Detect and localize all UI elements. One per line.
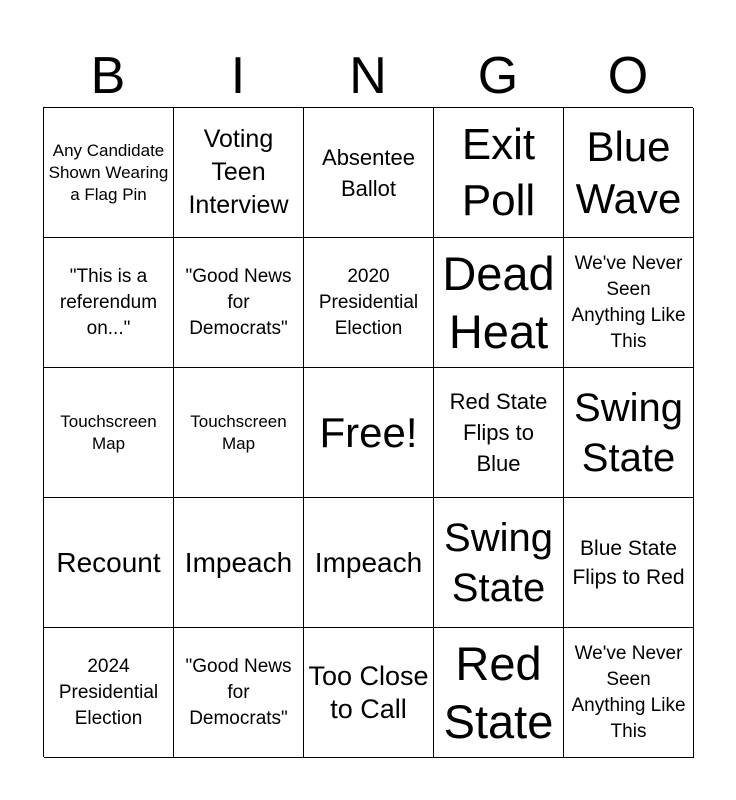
cell-text: "This is a referendum on..." bbox=[59, 265, 158, 339]
bingo-cell-r4c1[interactable] bbox=[44, 498, 174, 628]
cell-text: Impeach bbox=[184, 547, 293, 578]
cell-text: Blue Wave bbox=[575, 122, 682, 222]
cell-text: Blue State Flips to Red bbox=[572, 536, 685, 589]
cell-text: "Good News for Democrats" bbox=[185, 655, 292, 729]
bingo-cell-r3c5[interactable] bbox=[564, 368, 694, 498]
bingo-cell-r5c2[interactable] bbox=[174, 628, 304, 758]
cell-text: Absentee Ballot bbox=[322, 144, 415, 201]
cell-text: 2024 Presidential Election bbox=[58, 655, 159, 729]
bingo-cell-r2c4[interactable] bbox=[434, 238, 564, 368]
cell-text: Impeach bbox=[314, 547, 423, 578]
bingo-cell-r1c4[interactable] bbox=[434, 108, 564, 238]
cell-text: Voting Teen Interview bbox=[188, 125, 289, 219]
bingo-cell-r3c4[interactable] bbox=[434, 368, 564, 498]
bingo-board bbox=[43, 107, 693, 757]
bingo-cell-r1c2[interactable] bbox=[174, 108, 304, 238]
bingo-cell-r5c1[interactable] bbox=[44, 628, 174, 758]
cell-text: We've Never Seen Anything Like This bbox=[571, 642, 686, 742]
bingo-cell-r4c2[interactable] bbox=[174, 498, 304, 628]
bingo-cell-r3c1[interactable] bbox=[44, 368, 174, 498]
bingo-cell-r5c3[interactable] bbox=[304, 628, 434, 758]
bingo-cell-r1c1[interactable] bbox=[44, 108, 174, 238]
bingo-cell-r2c2[interactable] bbox=[174, 238, 304, 368]
cell-text: Recount bbox=[56, 547, 161, 578]
cell-text: Red State bbox=[443, 636, 554, 748]
cell-text: Touchscreen Map bbox=[190, 411, 287, 453]
cell-text: Any Candidate Shown Wearing a Flag Pin bbox=[48, 140, 169, 204]
cell-text: Swing State bbox=[574, 385, 683, 480]
header-letter-o: O bbox=[607, 47, 649, 105]
bingo-cell-r4c5[interactable] bbox=[564, 498, 694, 628]
bingo-cell-r2c1[interactable] bbox=[44, 238, 174, 368]
cell-text: Dead Heat bbox=[442, 246, 555, 358]
bingo-cell-r4c4[interactable] bbox=[434, 498, 564, 628]
header-letter-n: N bbox=[349, 47, 387, 105]
header-letter-g: G bbox=[477, 47, 519, 105]
header-letter-b: B bbox=[90, 47, 126, 105]
bingo-cell-r1c5[interactable] bbox=[564, 108, 694, 238]
bingo-cell-r3c3[interactable] bbox=[304, 368, 434, 498]
bingo-cell-r2c5[interactable] bbox=[564, 238, 694, 368]
cell-text: "Good News for Democrats" bbox=[185, 265, 292, 339]
cell-text: We've Never Seen Anything Like This bbox=[571, 252, 686, 352]
bingo-cell-r5c5[interactable] bbox=[564, 628, 694, 758]
bingo-cell-r2c3[interactable] bbox=[304, 238, 434, 368]
cell-text: Swing State bbox=[444, 515, 553, 610]
cell-text: Red State Flips to Blue bbox=[449, 389, 548, 476]
bingo-cell-r3c2[interactable] bbox=[174, 368, 304, 498]
bingo-header bbox=[43, 46, 693, 106]
cell-text: Touchscreen Map bbox=[60, 411, 157, 453]
bingo-cell-r1c3[interactable] bbox=[304, 108, 434, 238]
bingo-cell-r5c4[interactable] bbox=[434, 628, 564, 758]
cell-text: 2020 Presidential Election bbox=[318, 265, 419, 339]
bingo-cell-r4c3[interactable] bbox=[304, 498, 434, 628]
cell-text: Too Close to Call bbox=[308, 660, 429, 724]
cell-text: Exit Poll bbox=[461, 119, 536, 225]
cell-text: Free! bbox=[319, 408, 418, 456]
header-letter-i: I bbox=[230, 47, 246, 105]
